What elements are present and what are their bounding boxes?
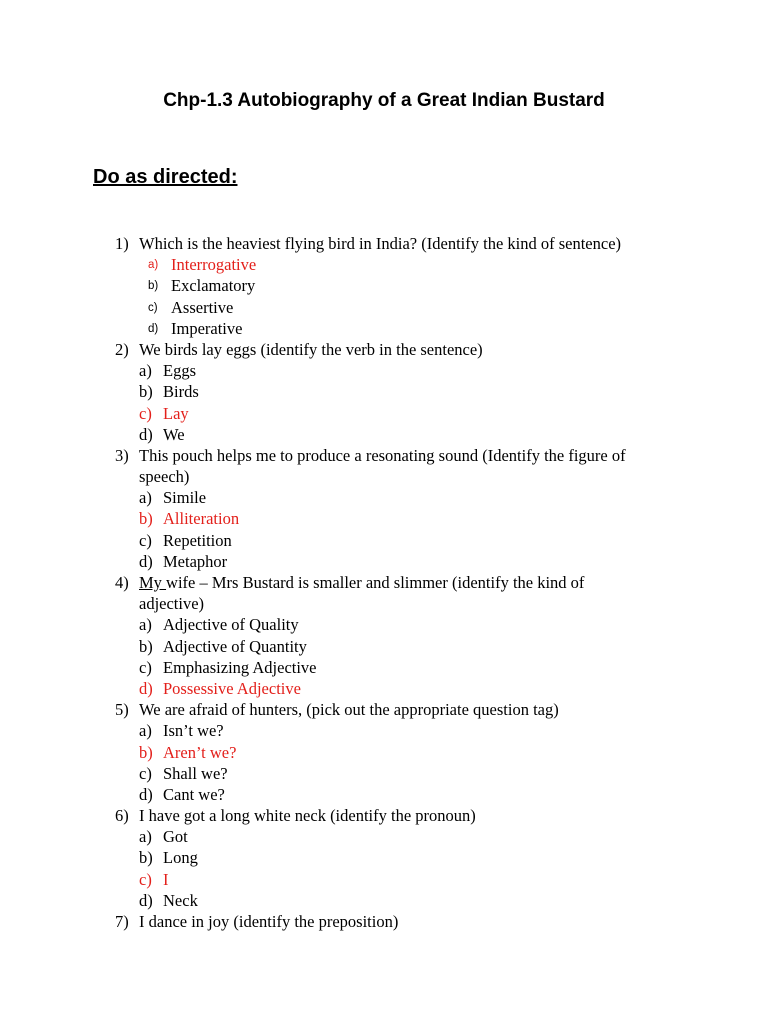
option-marker: b) [139,742,153,762]
question-text-continued [0,466,768,487]
question-list [0,233,768,932]
option [0,890,768,911]
option [0,826,768,847]
question-4 [0,572,768,593]
question-number: 4) [115,573,129,592]
option [0,297,768,318]
option-marker: c) [139,530,152,550]
option [0,530,768,551]
option-marker: b) [139,382,153,402]
option-correct [0,742,768,763]
question-text-rest: wife – Mrs Bustard is smaller and slimmer (identify the kind of [166,573,585,592]
option-text: Interrogative [171,255,257,275]
question-number: 2) [115,339,129,359]
option-text: Cant we? [163,784,225,804]
option-text: Alliteration [163,509,240,529]
option-text: Imperative [171,318,243,338]
question-number: 1) [115,234,129,253]
option [0,381,768,402]
option [0,847,768,868]
question-3 [0,445,768,466]
option [0,614,768,635]
option-correct [0,678,768,699]
option-text: Assertive [171,297,234,317]
option-marker: d) [148,322,159,335]
section-heading: Do as directed: [93,166,238,188]
option [0,636,768,657]
option-marker: a) [139,361,152,381]
option-text: Adjective of Quality [163,615,299,635]
option-text: Repetition [163,530,232,550]
option-text: Lay [163,403,189,423]
option-marker: d) [139,551,153,571]
question-text: Which is the heaviest flying bird in India? (Identify the kind of sentence) [139,234,622,253]
page-title: Chp-1.3 Autobiography of a Great Indian Bustard [163,90,605,111]
option-marker: d) [139,784,153,804]
option [0,657,768,678]
question-text: This pouch helps me to produce a resonating sound (Identify the figure of [139,445,626,465]
option-text: Birds [163,382,199,402]
question-text: We birds lay eggs (identify the verb in the sentence) [139,339,483,359]
question-1 [0,233,768,254]
option-correct [0,403,768,424]
option-text: Exclamatory [171,276,256,296]
question-7 [0,911,768,932]
question-text-continued [0,593,768,614]
option-marker: b) [139,636,153,656]
option [0,275,768,296]
option [0,551,768,572]
question-text: adjective) [139,594,205,614]
question-number: 5) [115,700,129,720]
question-text: I dance in joy (identify the preposition) [139,912,399,931]
option [0,720,768,741]
option-correct [0,869,768,890]
option-text: Adjective of Quantity [163,636,307,656]
question-6 [0,805,768,826]
option-marker: a) [148,259,159,272]
option-correct [0,508,768,529]
option-marker: d) [139,678,153,698]
option-marker: d) [139,424,153,444]
option-text: Isn’t we? [163,721,224,741]
question-number: 6) [115,806,129,826]
option [0,424,768,445]
option-marker: c) [139,403,152,423]
option [0,784,768,805]
option-text: Aren’t we? [163,742,237,762]
option-text: Possessive Adjective [163,678,301,698]
option-marker: d) [139,890,153,910]
option [0,763,768,784]
question-number: 7) [115,912,129,931]
option-marker: c) [139,657,152,677]
option-marker: b) [139,509,153,529]
option-text: Shall we? [163,763,228,783]
option [0,318,768,339]
option-text: I [163,869,169,889]
option-marker: c) [139,869,152,889]
option-marker: c) [148,301,158,314]
option-text: Simile [163,488,207,508]
question-text: We are afraid of hunters, (pick out the appropriate question tag) [139,700,559,720]
option-marker: a) [139,827,152,847]
option-marker: b) [139,848,153,868]
option-text: Long [163,848,198,868]
option-marker: a) [139,721,152,741]
option-marker: a) [139,615,152,635]
option [0,360,768,381]
question-5 [0,699,768,720]
option-text: Got [163,827,188,847]
option [0,487,768,508]
option-correct [0,254,768,275]
option-text: Eggs [163,361,196,381]
question-2 [0,339,768,360]
question-text [139,572,584,593]
question-text: speech) [139,467,190,487]
question-text: I have got a long white neck (identify the pronoun) [139,806,476,826]
option-text: Metaphor [163,551,228,571]
option-text: Neck [163,890,198,910]
question-number: 3) [115,445,129,465]
underlined-word: My [139,573,167,592]
option-marker: b) [148,280,159,293]
option-text: Emphasizing Adjective [163,657,317,677]
option-marker: a) [139,488,152,508]
option-marker: c) [139,763,152,783]
option-text: We [163,424,185,444]
